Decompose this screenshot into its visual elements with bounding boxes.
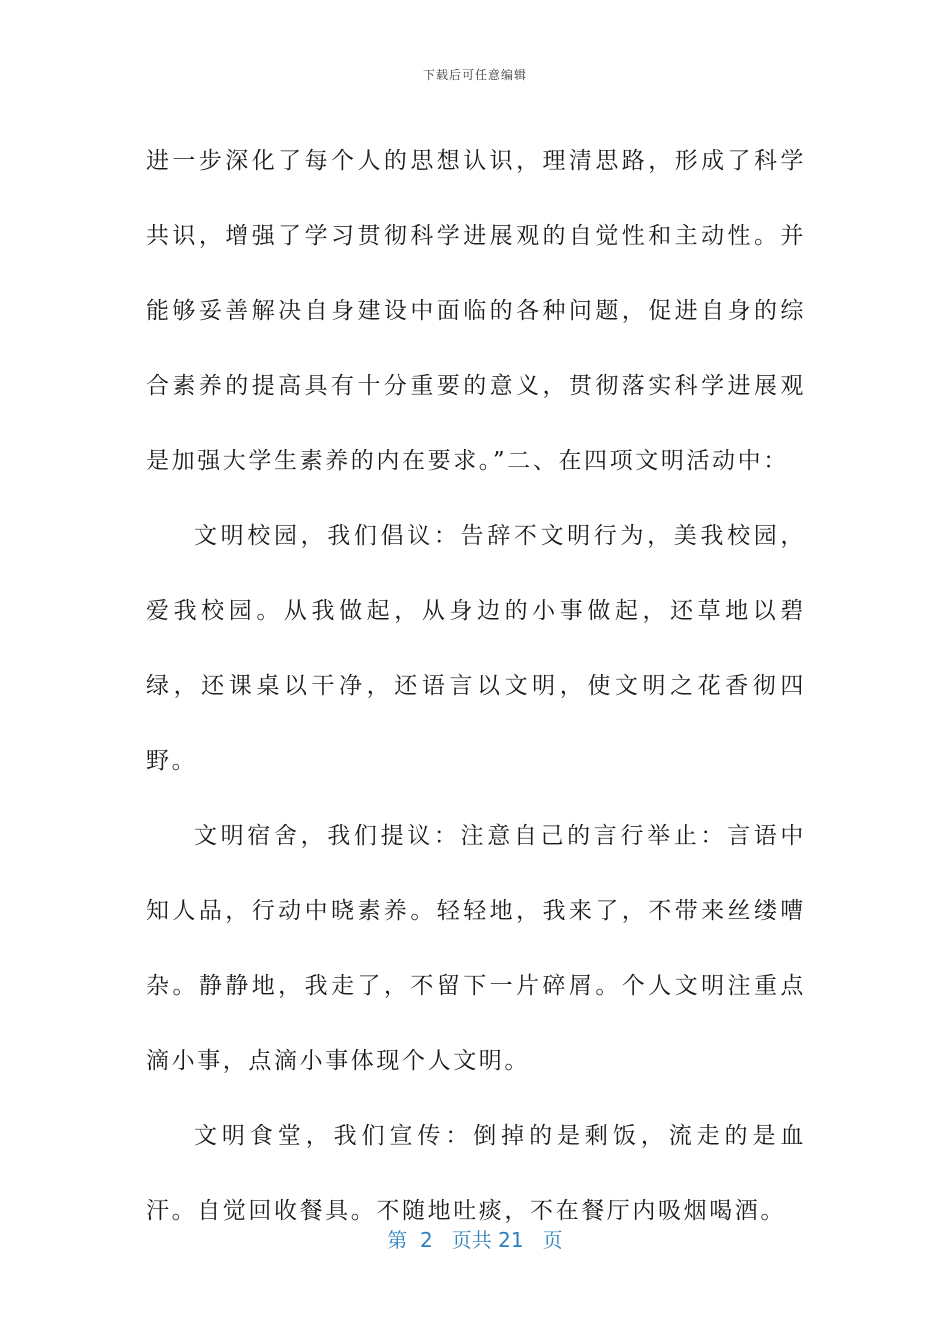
paragraph: 文明校园，我们倡议：告辞不文明行为，美我校园，爱我校园。从我做起，从身边的小事做起，还草地以碧绿，还课桌以干净，还语言以文明，使文明之花香彻四野。: [146, 523, 806, 774]
page-number: 第 2 页共 21 页: [387, 1228, 563, 1252]
paragraph: 文明宿舍，我们提议：注意自己的言行举止：言语中知人品，行动中晓素养。轻轻地，我来了，不带来丝缕嘈杂。静静地，我走了，不留下一片碎屑。个人文明注重点滴小事，点滴小事体现个人文明。: [146, 823, 806, 1074]
paragraph: 进一步深化了每个人的思想认识，理清思路，形成了科学共识，增强了学习贯彻科学进展观的自觉性和主动性。并能够妥善解决自身建设中面临的各种问题，促进自身的综合素养的提高具有十分重要的意义，贯彻落实科学进展观是加强大学生素养的内在要求。”二、在四项文明活动中：: [146, 148, 806, 474]
page-header: 下载后可任意编辑: [422, 68, 527, 82]
paragraph: 文明食堂，我们宣传：倒掉的是剩饭，流走的是血汗。自觉回收餐具。不随地吐痰，不在餐厅内吸烟喝酒。: [146, 1123, 806, 1224]
document-body: [146, 124, 806, 1249]
